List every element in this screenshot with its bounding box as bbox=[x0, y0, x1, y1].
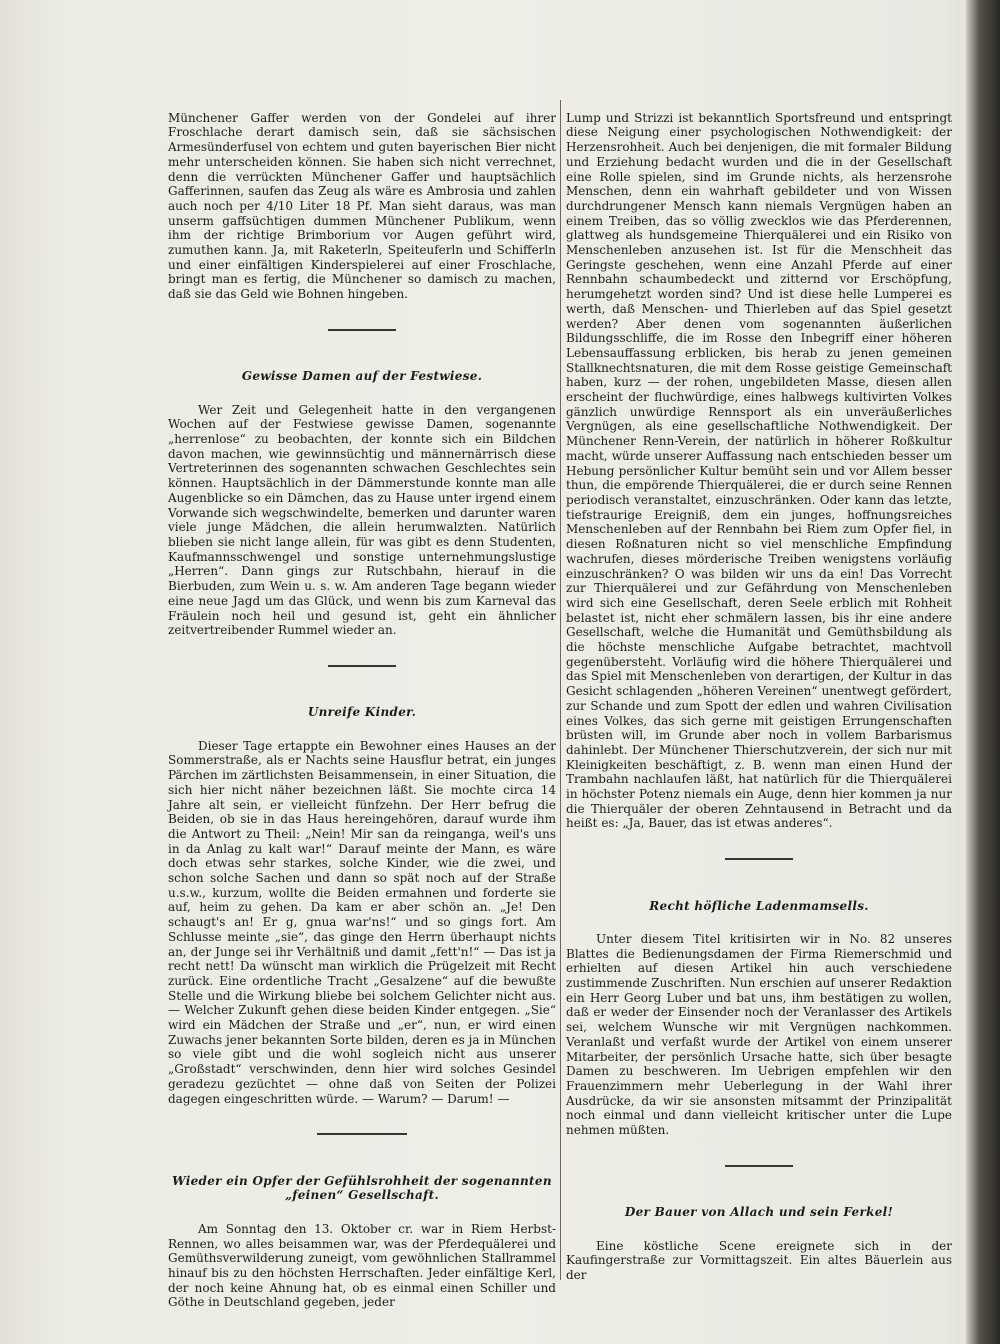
right-column bbox=[566, 96, 952, 1297]
article-heading-unreife-kinder: Unreife Kinder. bbox=[307, 705, 417, 720]
article-separator bbox=[725, 1165, 793, 1167]
article-heading-opfer-gefuehlsrohheit: Wieder ein Opfer der Gefühlsrohheit der sogenannten „feinen“ Gesellschaft. bbox=[172, 1173, 552, 1203]
article-opfer-text-part1: Am Sonntag den 13. Oktober cr. war in Riem Herbst-Rennen, wo alles beisammen war, was der Pferdequälerei und Gemüthsverwilderung zuneigt, vom gewöhnlichen Stallrammel hinauf bis zu den höchsten Herrschaften. Jeder einfältige Kerl, der noch keine Ahnung hat, ob es einmal einen Schiller und Göthe in Deutschland gegeben, jeder bbox=[168, 1221, 556, 1310]
article-separator bbox=[328, 329, 396, 331]
article-gondelei-text: Münchener Gaffer werden von der Gondelei auf ihrer Froschlache derart damisch sein, daß sie sächsischen Armesünderfusel von echtem und guten bayerischen Bier nicht mehr unterscheiden können. Sie haben sich nicht verrechnet, denn die verrückten Münchener Gaffer und hauptsächlich Gafferinnen, saufen das Zeug als wäre es Ambrosia und zahlen auch noch per 4/10 Liter 18 Pf. Man sieht daraus, was man unserm gaffsüchtigen dummen Münchener Publikum, wenn ihm der richtige Brimborium vor Augen geführt wird, zumuthen kann. Ja, mit Raketerln, Speiteuferln und Schifferln und einer einfältigen Kinderspielerei auf einer Froschlache, bringt man es fertig, die Münchener so damisch zu machen, daß sie das Geld wie Bohnen hingeben. bbox=[168, 110, 556, 302]
article-heading-ladenmamsells: Recht höfliche Ladenmamsells. bbox=[649, 898, 869, 913]
article-opfer-text-part2: Lump und Strizzi ist bekanntlich Sportsfreund und entspringt diese Neigung einer psychologischen Nothwendigkeit: der Herzensrohheit. Auch bei denjenigen, die mit formaler Bildung und Erziehung bedacht wurden und die in der Gesellschaft eine Rolle spielen, sind im Grunde nichts, als herzensrohe Menschen, denn ein wahrhaft gebildeter und von Wissen durchdrungener Mensch kann niemals Vergnügen haben an einem Treiben, das so völlig zwecklos wie das Pferderennen, glattweg als hundsgemeine Thierquälerei und ein Risiko von Menschenleben anzusehen ist. Ist für die Menschheit das Geringste geschehen, wenn eine Anzahl Pferde auf einer Rennbahn schaumbedeckt und zitternd vor Erschöpfung, herumgehetzt worden sind? Und ist diese helle Lumperei es werth, daß Menschen- und Thierleben auf das Spiel gesetzt werden? Aber denen vom sogenannten äußerlichen Bildungsschliffe, die im Rosse den Inbegriff einer höheren Lebensauffassung erblicken, bis herab zu jenen gemeinen Stallknechtsnaturen, die mit dem Rosse geistige Gemeinschaft haben, kurz — der rohen, ungebildeten Masse, diesen allen erscheint der fluchwürdige, eines halbwegs kultivirten Volkes gänzlich unwürdige Rennsport als ein unveräußerliches Vergnügen, als eine gesellschaftliche Nothwendigkeit. Der Münchener Renn-Verein, der natürlich in höherer Roßkultur macht, würde unserer Auffassung nach entschieden besser um Hebung persönlicher Kultur bemüht sein und vor Allem besser thun, die empörende Thierquälerei, die er durch seine Rennen periodisch veranstaltet, einzuschränken. Oder kann das letzte, tiefstraurige Ereigniß, dem ein junges, hoffnungsreiches Menschenleben auf der Rennbahn bei Riem zum Opfer fiel, in diesen Roßnaturen nicht so viel menschliche Empfindung wachrufen, dieses mörderische Treiben wenigstens vorläufig einzuschränken? O was bilden wir uns da ein! Das Vorrecht zur Thierquälerei und zur Gefährdung von Menschenleben wird sich eine Gesellschaft, deren Seele erblich mit Rohheit belastet ist, nicht eher schmälern lassen, bis ihr eine andere Gesellschaft, welche die Humanität und Gemüthsbildung als die höchste menschliche Aufgabe betrachtet, machtvoll gegenübersteht. Vorläufig wird die höhere Thierquälerei und das Spiel mit Menschenleben von derartigen, der Kultur in das Gesicht schlagenden „höheren Vereinen“ unentwegt gefördert, zur Schande und zum Spott der edlen und wahren Civilisation eines Volkes, das sich gerne mit geistigen Errungenschaften brüsten will, im Grunde aber noch in vollem Barbarismus dahinlebt. Der Münchener Thierschutzverein, der sich nur mit Kleinigkeiten beschäftigt, z. B. wenn man einen Hund der Trambahn nachlaufen läßt, hat natürlich für die Thierquälerei in höchster Potenz niemals ein Auge, denn hier kommen ja nur die Thierquäler der oberen Zehntausend in Betracht und da heißt es: „Ja, Bauer, das ist etwas anderes“. bbox=[566, 110, 952, 831]
article-separator bbox=[328, 665, 396, 667]
article-gewisse-damen-text: Wer Zeit und Gelegenheit hatte in den vergangenen Wochen auf der Festwiese gewisse Damen, sogenannte „herrenlose“ zu beobachten, der konnte sich ein Bildchen davon machen, wie gewinnsüchtig und männernärrisch diese Vertreterinnen des sogenannten schwachen Geschlechtes sein können. Hauptsächlich in der Dämmerstunde konnte man alle Augenblicke so ein Dämchen, das zu Hause unter irgend einem Vorwande sich wegschwindelte, bemerken und darunter waren viele junge Mädchen, die allein herumwalzten. Natürlich blieben sie nicht lange allein, für was gibt es denn Studenten, Kaufmannsschwengel und sonstige unternehmungslustige „Herren“. Dann gings zur Rutschbahn, hierauf in die Bierbuden, zum Wein u. s. w. Am anderen Tage begann wieder eine neue Jagd um das Glück, und wenn bis zum Karneval das Fräulein noch heil und gesund ist, geht ein ähnlicher zeitvertreibender Rummel wieder an. bbox=[168, 402, 556, 638]
left-column bbox=[168, 96, 556, 1325]
article-separator bbox=[317, 1133, 407, 1135]
article-unreife-kinder-text: Dieser Tage ertappte ein Bewohner eines Hauses an der Sommerstraße, als er Nachts seine Hausflur betrat, ein junges Pärchen im zärtlichsten Beisammensein, in einer Situation, die sich hier nicht näher bezeichnen läßt. Sie mochte circa 14 Jahre alt sein, er vielleicht fünfzehn. Der Herr befrug die Beiden, ob sie in das Haus hereingehören, darauf wurde ihm die Antwort zu Theil: „Nein! Mir san da reinganga, weil's uns in da Anlag zu kalt war!“ Darauf meinte der Mann, es wäre doch etwas sehr starkes, solche Kinder, wie die zwei, und schon solche Sachen und dann so spät noch auf der Straße u.s.w., kurzum, wollte die Beiden ermahnen und forderte sie auf, heim zu gehen. Da kam er aber schön an. „Je! Den schaugt's an! Er g, gnua war'ns!“ und so gings fort. Am Schlusse meinte „sie“, das ginge den Herrn überhaupt nichts an, der Junge sei ihr Verhältniß und damit „fett'n!“ — Das ist ja recht nett! Da wünscht man wirklich die Prügelzeit mit Recht zurück. Eine ordentliche Tracht „Gesalzene“ auf die bewußte Stelle und die Wirkung bliebe bei solchem Gelichter nicht aus. — Welcher Zukunft gehen diese beiden Kinder entgegen. „Sie“ wird ein Mädchen der Straße und „er“, nun, er wird einen Zuwachs jener bekannten Sorte bilden, deren es ja in München so viele gibt und die wohl sogleich nicht aus unserer „Großstadt“ verschwinden, denn hier wird solches Gesindel geradezu gezüchtet — ohne daß von Seiten der Polizei dagegen eingeschritten würde. — Warum? — Darum! — bbox=[168, 738, 556, 1106]
article-heading-gewisse-damen: Gewisse Damen auf der Festwiese. bbox=[241, 369, 483, 384]
article-separator bbox=[725, 858, 793, 860]
page-edge-shadow bbox=[966, 0, 1000, 1344]
column-divider bbox=[560, 100, 561, 1280]
article-bauer-von-allach-text: Eine köstliche Scene ereignete sich in der Kaufingerstraße zur Vormittagszeit. Ein altes Bäuerlein aus der bbox=[566, 1238, 952, 1283]
article-ladenmamsells-text: Unter diesem Titel kritisirten wir in No. 82 unseres Blattes die Bedienungsdamen der Firma Riemerschmid und erhielten auf diesen Artikel hin auch verschiedene zustimmende Zuschriften. Nun erschien auf unserer Redaktion ein Herr Georg Luber und bat uns, ihm bestätigen zu wollen, daß er weder der Einsender noch der Veranlasser des Artikels sei, welchem Wunsche wir mit Vergnügen nachkommen. Veranlaßt und verfaßt wurde der Artikel von einem unserer Mitarbeiter, der persönlich Ursache hatte, sich über besagte Damen zu beschweren. Im Uebrigen empfehlen wir den Frauenzimmern mehr Ueberlegung in der Wahl ihrer Ausdrücke, da wir sie ansonsten mitsammt der Prinzipalität noch einmal und dann vielleicht kritischer unter die Lupe nehmen müßten. bbox=[566, 931, 952, 1138]
article-heading-bauer-von-allach: Der Bauer von Allach und sein Ferkel! bbox=[624, 1205, 894, 1220]
